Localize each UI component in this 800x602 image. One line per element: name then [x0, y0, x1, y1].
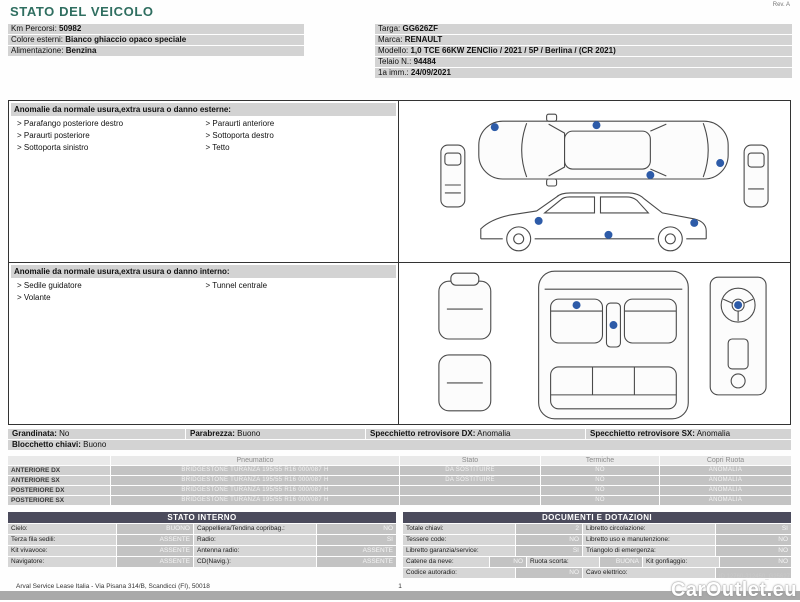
- exterior-damage-diagram: [399, 101, 790, 262]
- damage-marker: [646, 171, 654, 179]
- table-row: [8, 535, 396, 545]
- col-termiche: Termiche: [541, 456, 659, 465]
- row-value: NO: [516, 535, 582, 545]
- passenger-seat: [624, 299, 676, 343]
- field-value: Benzina: [65, 46, 97, 55]
- row-value: ASSENTE: [117, 557, 193, 567]
- tire-termiche: NO: [541, 486, 659, 495]
- damage-item: > Paraurti posteriore: [17, 131, 204, 140]
- col-stato: Stato: [400, 456, 540, 465]
- damage-col-1: [15, 281, 204, 305]
- documenti-table: [403, 512, 791, 579]
- field-label: Alimentazione:: [11, 46, 64, 55]
- damage-marker: [573, 301, 581, 309]
- rear-elevation-view: [744, 145, 768, 207]
- tire-position: ANTERIORE SX: [8, 476, 110, 485]
- damage-item: > Volante: [17, 293, 204, 302]
- tire-position: ANTERIORE DX: [8, 466, 110, 475]
- row-label: Libretto uso e manutenzione:: [583, 535, 715, 545]
- row-label: Navigatore:: [8, 557, 116, 567]
- car-top-view: [479, 114, 728, 186]
- tire-row-anteriore-sx: [8, 476, 791, 485]
- tire-col-spacer: [8, 456, 110, 465]
- table-row: [8, 524, 396, 534]
- tire-copri-ruota: ANOMALIA: [660, 486, 791, 495]
- field-label: Colore esterni:: [11, 35, 64, 44]
- row-label: Triangolo di emergenza:: [583, 546, 715, 556]
- row-label: Libretto garanzia/service:: [403, 546, 515, 556]
- cond-parabrezza: Parabrezza: Buono: [186, 429, 365, 439]
- damage-item: > Paraurti anteriore: [206, 119, 393, 128]
- table-row: [403, 546, 791, 556]
- damage-item: > Sottoporta sinistro: [17, 143, 204, 152]
- row-label: Kit vivavoce:: [8, 546, 116, 556]
- damage-marker: [716, 159, 724, 167]
- condition-row-1: [8, 429, 791, 439]
- field-marca: [375, 35, 792, 45]
- field-label: Modello:: [378, 46, 409, 55]
- damage-marker: [734, 301, 742, 309]
- row-label: Cappelliera/Tendina copribag.:: [194, 524, 316, 534]
- row-value: 2: [516, 524, 582, 534]
- row-value: BUONO: [117, 524, 193, 534]
- stato-interno-table: [8, 512, 396, 568]
- row-label: Cielo:: [8, 524, 116, 534]
- tire-stato: DA SOSTITUIRE: [400, 476, 540, 485]
- gear-console: [728, 339, 748, 369]
- damage-marker: [491, 123, 499, 131]
- damage-marker: [609, 321, 617, 329]
- field-value: Bianco ghiaccio opaco speciale: [65, 35, 187, 44]
- tire-row-anteriore-dx: [8, 466, 791, 475]
- tire-name: BRIDGESTONE TURANZA 195/55 R16 000/087 H: [111, 476, 399, 485]
- interior-damage-diagram: [399, 263, 790, 424]
- damage-item: > Parafango posteriore destro: [17, 119, 204, 128]
- exterior-damage-text: [9, 101, 399, 262]
- col-pneumatico: Pneumatico: [111, 456, 399, 465]
- tire-copri-ruota: ANOMALIA: [660, 476, 791, 485]
- field-label: Telaio N.:: [378, 57, 412, 66]
- interior-diagram-area: [399, 263, 790, 424]
- tire-row-posteriore-sx: [8, 496, 791, 505]
- row-label: Ruota scorta:: [527, 557, 599, 567]
- exterior-damage-list: [9, 118, 398, 156]
- cabin-top-view: [539, 271, 689, 419]
- row-label: Totale chiavi:: [403, 524, 515, 534]
- exterior-damage-heading: Anomalie da normale usura,extra usura o danno esterne:: [11, 103, 396, 116]
- damage-marker: [535, 217, 543, 225]
- field-value: 24/09/2021: [410, 68, 451, 77]
- field-label: 1a imm.:: [378, 68, 409, 77]
- field-km-percorsi: [8, 24, 304, 34]
- cond-specchietto-dx: Specchietto retrovisore DX: Anomalia: [366, 429, 585, 439]
- cond-specchietto-sx: Specchietto retrovisore SX: Anomalia: [586, 429, 791, 439]
- caroutlet-watermark: CarOutlet.eu: [670, 579, 797, 601]
- tire-name: BRIDGESTONE TURANZA 195/55 R16 000/087 H: [111, 486, 399, 495]
- tire-termiche: NO: [541, 466, 659, 475]
- field-prima-immatricolazione: [375, 68, 792, 78]
- table-row: [8, 557, 396, 567]
- damage-item: > Sottoporta destro: [206, 131, 393, 140]
- field-value: RENAULT: [404, 35, 443, 44]
- field-value: 94484: [413, 57, 436, 66]
- damage-marker: [690, 219, 698, 227]
- row-value: NO: [317, 524, 396, 534]
- row-value: NO: [720, 557, 791, 567]
- damage-report-box: [8, 100, 791, 425]
- tire-name: BRIDGESTONE TURANZA 195/55 R16 000/087 H: [111, 496, 399, 505]
- tire-name: BRIDGESTONE TURANZA 195/55 R16 000/087 H: [111, 466, 399, 475]
- rear-bench: [551, 367, 677, 409]
- tire-stato: [400, 496, 540, 505]
- tire-stato: DA SOSTITUIRE: [400, 466, 540, 475]
- vehicle-info-right: [375, 24, 792, 79]
- tire-stato: [400, 486, 540, 495]
- tire-header-row: [8, 456, 791, 465]
- damage-col-2: [204, 119, 393, 155]
- row-value: ASSENTE: [317, 557, 396, 567]
- table-row: [403, 524, 791, 534]
- col-copri-ruota: Copri Ruota: [660, 456, 791, 465]
- cond-grandinata: Grandinata: No: [8, 429, 185, 439]
- damage-col-2: [204, 281, 393, 305]
- row-value: ASSENTE: [117, 535, 193, 545]
- tire-table: [8, 456, 791, 506]
- row-value: NO: [716, 535, 791, 545]
- row-label: CD(Navig.):: [194, 557, 316, 567]
- field-modello: [375, 46, 792, 56]
- row-value: SI: [716, 524, 791, 534]
- condition-row-2: [8, 440, 791, 450]
- car-side-view: [481, 193, 706, 251]
- row-label: Libretto circolazione:: [583, 524, 715, 534]
- documenti-header: DOCUMENTI E DOTAZIONI: [403, 512, 791, 523]
- row-label: Cavo elettrico:: [583, 568, 715, 578]
- seat-front-view: [439, 273, 491, 339]
- interior-damage-heading: Anomalie da normale usura,extra usura o danno interno:: [11, 265, 396, 278]
- row-label: Radio:: [194, 535, 316, 545]
- row-value: ASSENTE: [317, 546, 396, 556]
- field-colore-esterni: [8, 35, 304, 45]
- footer-page-number: 1: [398, 583, 402, 590]
- tire-copri-ruota: ANOMALIA: [660, 466, 791, 475]
- field-alimentazione: [8, 46, 304, 56]
- damage-marker: [604, 231, 612, 239]
- tire-termiche: NO: [541, 476, 659, 485]
- damage-item: > Tunnel centrale: [206, 281, 393, 290]
- exterior-damage-section: [9, 101, 790, 263]
- row-label: Terza fila sedili:: [8, 535, 116, 545]
- field-label: Targa:: [378, 24, 401, 33]
- interior-damage-text: [9, 263, 399, 424]
- row-value: ASSENTE: [117, 546, 193, 556]
- field-label: Km Percorsi:: [11, 24, 57, 33]
- table-row: [403, 557, 791, 567]
- tire-position: POSTERIORE SX: [8, 496, 110, 505]
- row-value: NO: [716, 546, 791, 556]
- exterior-diagram-area: [399, 101, 790, 262]
- row-value: NO: [516, 568, 582, 578]
- footer-company: Arval Service Lease Italia - Via Pisana 314/B, Scandicci (FI), 50018: [16, 583, 210, 590]
- tire-row-posteriore-dx: [8, 486, 791, 495]
- row-value: BUONA: [600, 557, 642, 567]
- dashboard-panel: [710, 277, 766, 395]
- tire-termiche: NO: [541, 496, 659, 505]
- row-value: NO: [490, 557, 526, 567]
- row-value: SI: [516, 546, 582, 556]
- row-label: Catene da neve:: [403, 557, 489, 567]
- field-targa: [375, 24, 792, 34]
- footer-document-id: ID 12760-312450_G25627: [718, 574, 790, 580]
- row-label: Kit gonfiaggio:: [643, 557, 719, 567]
- vehicle-info-left: [8, 24, 304, 57]
- field-value: GG626ZF: [402, 24, 439, 33]
- field-value: 1,0 TCE 66KW ZENClio / 2021 / 5P / Berlina / (CR 2021): [410, 46, 616, 55]
- interior-damage-list: [9, 280, 398, 306]
- field-value: 50982: [59, 24, 82, 33]
- tire-copri-ruota: ANOMALIA: [660, 496, 791, 505]
- seat-front-view-2: [439, 355, 491, 411]
- damage-item: > Sedile guidatore: [17, 281, 204, 290]
- table-row: [403, 535, 791, 545]
- field-label: Marca:: [378, 35, 403, 44]
- condition-summary: [8, 429, 791, 451]
- tire-position: POSTERIORE DX: [8, 486, 110, 495]
- row-label: Tessere code:: [403, 535, 515, 545]
- row-value: SI: [317, 535, 396, 545]
- row-label: Antenna radio:: [194, 546, 316, 556]
- damage-item: > Tetto: [206, 143, 393, 152]
- revision-label: Rev. A: [772, 2, 790, 8]
- cond-blocchetto-chiavi: Blocchetto chiavi: Buono: [8, 440, 791, 450]
- table-row: [8, 546, 396, 556]
- stato-interno-header: STATO INTERNO: [8, 512, 396, 523]
- interior-damage-section: [9, 263, 790, 424]
- front-elevation-view: [441, 145, 465, 207]
- page-title: STATO DEL VEICOLO: [10, 4, 154, 19]
- field-telaio: [375, 57, 792, 67]
- damage-marker: [593, 121, 601, 129]
- row-label: Codice autoradio:: [403, 568, 515, 578]
- damage-col-1: [15, 119, 204, 155]
